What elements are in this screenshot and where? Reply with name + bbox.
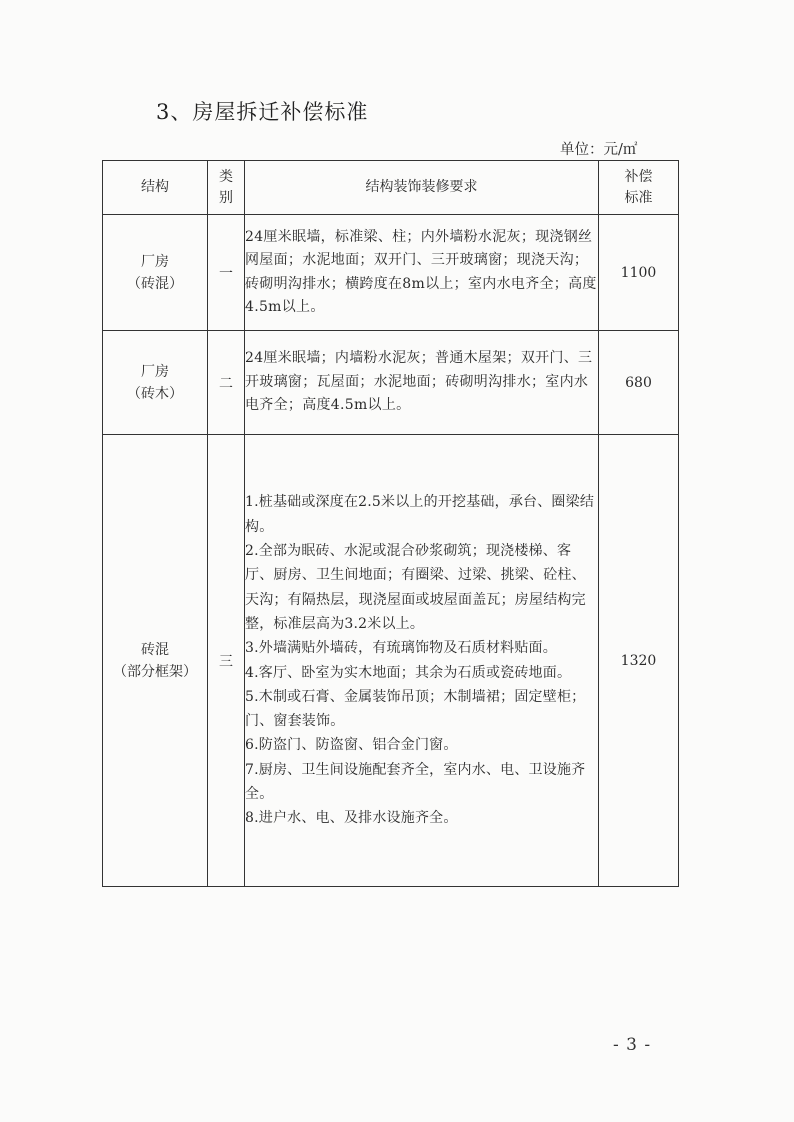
header-category-line-1: 类 <box>219 168 233 185</box>
row-structure-line-2: （砖木） <box>127 385 183 402</box>
section-title: 3、房屋拆迁补偿标准 <box>156 100 369 124</box>
requirement-item: 5.木制或石膏、金属装饰吊顶；木制墙裙；固定壁柜；门、窗套装饰。 <box>245 688 586 730</box>
header-compensation-line-1: 补偿 <box>624 168 653 185</box>
row-requirements <box>245 331 599 435</box>
row-requirements <box>245 435 599 887</box>
requirements-text: 24厘米眠墙，标准梁、柱；内外墙粉水泥灰；现浇钢丝网屋面；水泥地面；双开门、三开玻璃窗；现浇天沟；砖砌明沟排水；横跨度在8m以上；室内水电齐全；高度4.5m以上。 <box>245 228 597 315</box>
table-row <box>103 331 679 435</box>
row-category: 一 <box>208 215 245 331</box>
header-category <box>208 161 245 215</box>
requirement-item: 4.客厅、卧室为实木地面；其余为石质或瓷砖地面。 <box>245 664 572 681</box>
requirement-item: 6.防盗门、防盗窗、铝合金门窗。 <box>245 737 458 754</box>
table-row <box>103 435 679 887</box>
header-structure: 结构 <box>103 161 208 215</box>
row-compensation: 1100 <box>599 215 679 331</box>
unit-label: 单位：元/㎡ <box>560 142 638 158</box>
header-requirements: 结构装饰装修要求 <box>245 161 599 215</box>
table-header-row <box>103 161 679 215</box>
page-number: - 3 - <box>613 1035 652 1055</box>
header-category-line-2: 别 <box>219 189 233 206</box>
requirements-text: 24厘米眠墙；内墙粉水泥灰；普通木屋架；双开门、三开玻璃窗；瓦屋面；水泥地面；砖砌明沟排水；室内水电齐全；高度4.5m以上。 <box>245 350 593 414</box>
row-structure-line-1: 砖混 <box>141 641 169 658</box>
row-category: 二 <box>208 331 245 435</box>
requirement-item: 2.全部为眠砖、水泥或混合砂浆砌筑；现浇楼梯、客厅、厨房、卫生间地面；有圈梁、过梁、挑梁、砼柱、天沟；有隔热层，现浇屋面或坡屋面盖瓦；房屋结构完整，标准层高为3.2米以上。 <box>245 543 586 632</box>
requirements-list <box>245 490 598 830</box>
row-category: 三 <box>208 435 245 887</box>
row-structure-line-1: 厂房 <box>141 363 169 380</box>
requirement-item: 7.厨房、卫生间设施配套齐全，室内水、电、卫设施齐全。 <box>245 761 586 802</box>
row-requirements <box>245 215 599 331</box>
table-row <box>103 215 679 331</box>
row-compensation: 680 <box>599 331 679 435</box>
header-compensation <box>599 161 679 215</box>
row-structure <box>103 435 208 887</box>
row-structure-line-2: （砖混） <box>127 275 183 292</box>
requirement-item: 3.外墙满贴外墙砖，有琉璃饰物及石质材料贴面。 <box>245 640 557 657</box>
requirement-item: 1.桩基础或深度在2.5米以上的开挖基础，承台、圈梁结构。 <box>245 494 595 535</box>
requirement-item: 8.进户水、电、及排水设施齐全。 <box>245 810 458 827</box>
row-structure <box>103 331 208 435</box>
row-compensation: 1320 <box>599 435 679 887</box>
row-structure <box>103 215 208 331</box>
row-structure-line-2: （部分框架） <box>113 663 197 680</box>
header-compensation-line-2: 标准 <box>624 189 653 206</box>
row-structure-line-1: 厂房 <box>141 253 169 270</box>
compensation-table <box>102 160 679 887</box>
